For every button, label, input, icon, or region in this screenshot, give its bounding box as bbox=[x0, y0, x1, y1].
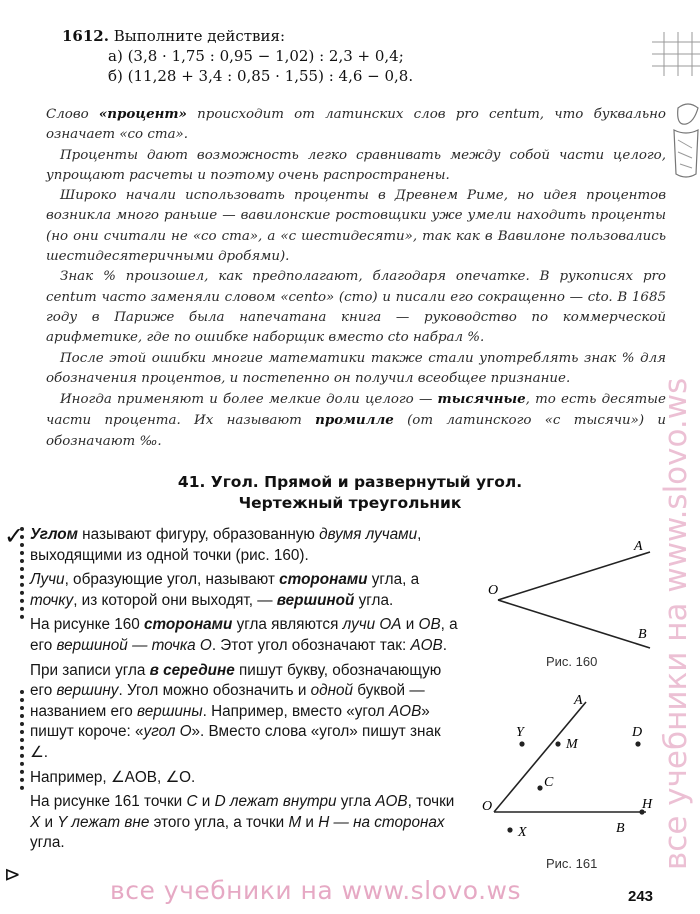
point-y bbox=[519, 741, 524, 746]
point-label-b: B bbox=[638, 627, 647, 642]
section-heading bbox=[150, 472, 550, 514]
note-paragraph: Знак % произошел, как предполагают, благодаря опечатке. В рукописях pro centum часто заменяли словом «cento» (сто) и писали его сокращенно — cto. В 1685 году в Париже была напечатана книга — руководство по коммерческой арифметике, где по ошибке наборщик вместо cto набрал %. bbox=[46, 269, 666, 346]
definition-marker bbox=[20, 690, 24, 790]
note-paragraph: Иногда применяют и более мелкие доли целого — тысячные, то есть десятые части процента. Их называют промилле (от латинского «с тысячи») и обозначают ‰. bbox=[46, 391, 666, 449]
point-label-o: O bbox=[482, 799, 493, 814]
figure-161 bbox=[470, 690, 670, 875]
theory-paragraph: На рисунке 160 сторонами угла являются лучи OA и OB, а его вершиной — точка O. Этот угол обозначают так: AOB. bbox=[30, 616, 458, 654]
section-title-line-1: 41. Угол. Прямой и развернутый угол. bbox=[177, 473, 523, 491]
point-label-a: A bbox=[574, 693, 583, 708]
point-c bbox=[537, 785, 542, 790]
point-label-x: X bbox=[518, 825, 527, 840]
checkmark-icon: ✓ bbox=[4, 522, 25, 550]
side-watermark: все учебники на www.slovo.ws bbox=[658, 377, 694, 870]
point-label-y: Y bbox=[516, 725, 524, 740]
ray-oa bbox=[498, 552, 650, 600]
theory-paragraph: Например, ∠AOB, ∠O. bbox=[30, 768, 196, 786]
percent-history-note bbox=[46, 104, 666, 452]
note-paragraph: После этой ошибки многие математики также стали употреблять знак % для обозначения процентов, и постепенно он получил всеобщее признание. bbox=[46, 350, 666, 386]
margin-grid-decoration bbox=[652, 32, 700, 76]
theory-text bbox=[30, 525, 458, 858]
point-d bbox=[635, 741, 640, 746]
theory-paragraph: Лучи, образующие угол, называют сторонами угла, а точку, из которой они выходят, — вершиной угла. bbox=[30, 571, 420, 609]
point-label-b: B bbox=[616, 821, 625, 836]
point-x bbox=[507, 827, 512, 832]
exercise-item-b: б) (11,28 + 3,4 : 0,85 · 1,55) : 4,6 − 0,8. bbox=[108, 67, 414, 85]
point-label-a: A bbox=[634, 539, 643, 554]
point-label-c: C bbox=[544, 775, 554, 790]
theory-paragraph: На рисунке 161 точки C и D лежат внутри угла AOB, точки X и Y лежат вне этого угла, а точки M и H — на сторонах угла. bbox=[30, 793, 455, 852]
note-paragraph: Слово «процент» происходит от латинских слов pro centum, что буквально означает «со ста». bbox=[46, 106, 666, 143]
exercise-number: 1612. bbox=[62, 27, 109, 45]
point-label-h: H bbox=[642, 797, 653, 812]
bottom-watermark: все учебники на www.slovo.ws bbox=[110, 876, 521, 905]
point-label-o: O bbox=[488, 583, 499, 598]
page-number: 243 bbox=[628, 888, 654, 905]
exercise-1612 bbox=[62, 26, 413, 86]
theory-paragraph: Углом называют фигуру, образованную двумя лучами, выходящими из одной точки (рис. 160). bbox=[30, 526, 422, 564]
theory-paragraph: При записи угла в середине пишут букву, обозначающую его вершину. Угол можно обозначить и одной буквой — названием его вершины. Например, вместо «угол AOB» пишут короче: «угол O». Вместо слова «угол» пишут знак ∠. bbox=[30, 661, 442, 761]
point-label-d: D bbox=[632, 725, 643, 740]
note-paragraph: Проценты дают возможность легко сравнивать между собой части целого, упрощают расчеты и поэтому очень распространены. bbox=[46, 147, 666, 183]
pointer-icon: ⊳ bbox=[4, 862, 21, 886]
section-title-line-2: Чертежный треугольник bbox=[238, 494, 462, 512]
exercise-item-a: а) (3,8 · 1,75 : 0,95 − 1,02) : 2,3 + 0,4; bbox=[108, 47, 404, 65]
exercise-task: Выполните действия: bbox=[113, 27, 285, 45]
figure-caption: Рис. 160 bbox=[546, 654, 598, 669]
ray-ob bbox=[498, 600, 650, 648]
point-label-m: M bbox=[566, 737, 578, 752]
note-paragraph: Широко начали использовать проценты в Древнем Риме, но идея процентов возникла много раньше — вавилонские ростовщики уже умели находить проценты (но они считали не «со ста», а «с шестидесяти», так как в Вавилоне пользовались шестидесятеричными дробями). bbox=[46, 188, 666, 265]
figure-160 bbox=[470, 530, 670, 680]
ray-oa bbox=[494, 702, 586, 812]
figure-caption: Рис. 161 bbox=[546, 856, 598, 871]
point-m bbox=[555, 741, 560, 746]
definition-marker bbox=[20, 527, 24, 619]
